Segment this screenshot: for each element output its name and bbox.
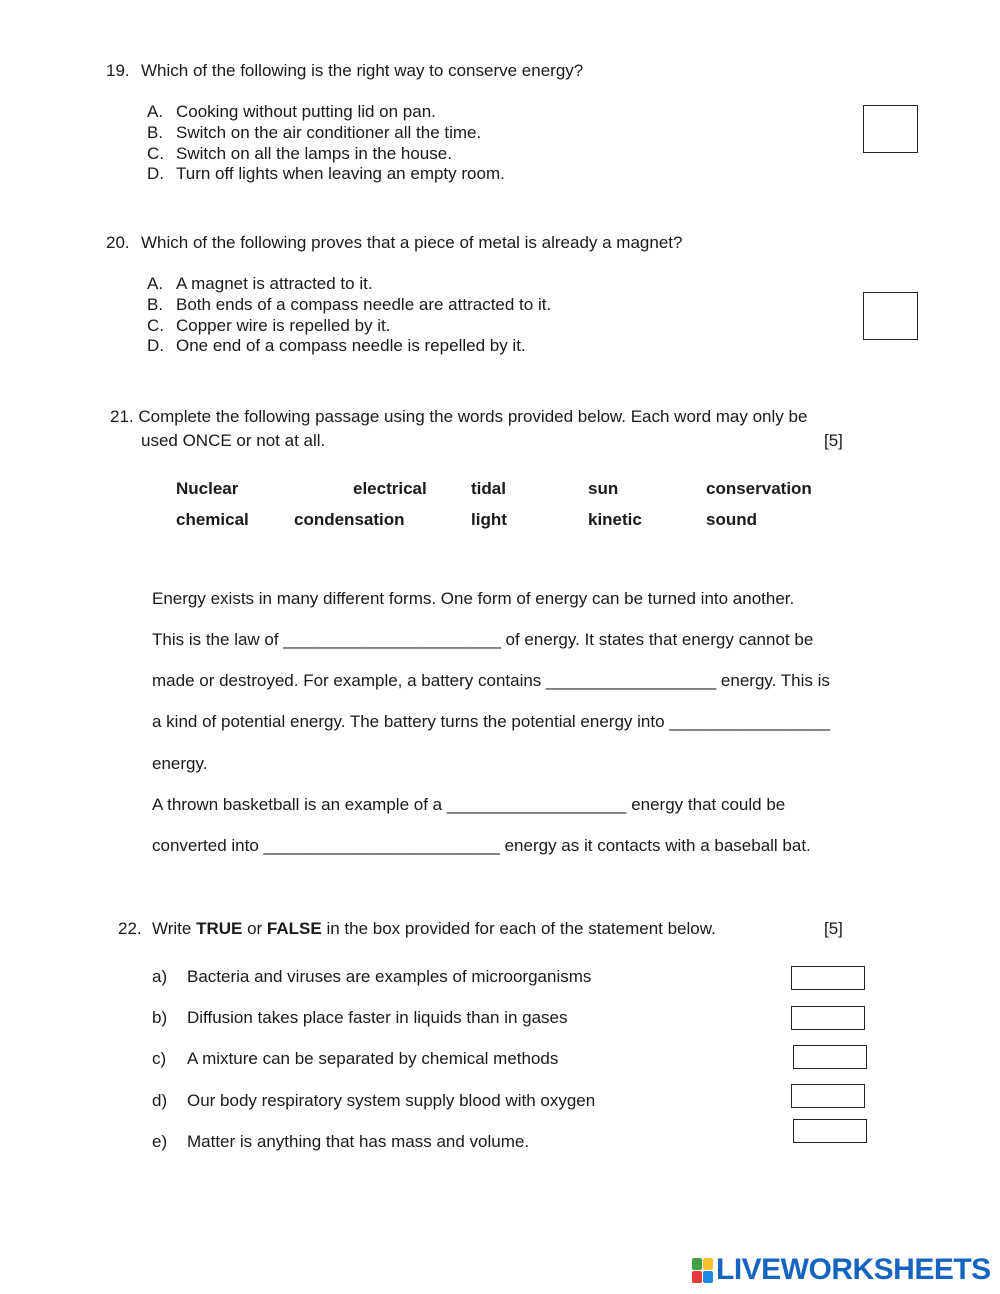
liveworksheets-logo <box>692 1253 991 1287</box>
word-bank-item: conservation <box>706 479 812 498</box>
q19-option-d-letter: D. <box>147 164 164 183</box>
statement-text: Our body respiratory system supply blood with oxygen <box>187 1091 596 1110</box>
q19-option-a-letter: A. <box>147 102 164 121</box>
q19-option-b-text: Switch on the air conditioner all the time. <box>176 123 482 142</box>
q21-question-line2: used ONCE or not at all. <box>141 431 326 450</box>
q21-marks: [5] <box>824 431 843 450</box>
statement-letter: d) <box>152 1091 168 1110</box>
passage-line: A thrown basketball is an example of a ___________________ energy that could be <box>152 795 786 814</box>
q20-answer-box[interactable] <box>863 292 918 340</box>
q19-question: Which of the following is the right way to conserve energy? <box>141 61 584 80</box>
q20-option-b-text: Both ends of a compass needle are attracted to it. <box>176 295 552 314</box>
true-false-box-e[interactable] <box>793 1119 867 1143</box>
statement-letter: b) <box>152 1008 168 1027</box>
q20-option-c-letter: C. <box>147 316 164 335</box>
blank-basketball-energy-input[interactable] <box>466 791 660 815</box>
q20-number: 20. <box>106 233 130 252</box>
true-false-box-d[interactable] <box>791 1084 865 1108</box>
q19-option-c-letter: C. <box>147 144 164 163</box>
q22-marks: [5] <box>824 919 843 938</box>
q20-option-c-text: Copper wire is repelled by it. <box>176 316 391 335</box>
word-bank-item: Nuclear <box>176 479 239 498</box>
true-false-box-b[interactable] <box>791 1006 865 1030</box>
blank-bat-energy-input[interactable] <box>271 832 525 856</box>
q20-question: Which of the following proves that a piece of metal is already a magnet? <box>141 233 683 252</box>
liveworksheets-logo-text: LIVEWORKSHEETS <box>716 1253 991 1286</box>
liveworksheets-logo-icon <box>692 1257 714 1283</box>
word-bank-item: sound <box>706 510 757 529</box>
passage-line: a kind of potential energy. The battery turns the potential energy into _________________ <box>152 712 830 731</box>
q22-number: 22. <box>118 919 142 938</box>
passage-line: made or destroyed. For example, a battery contains __________________ energy. This is <box>152 671 830 690</box>
q19-option-a-text: Cooking without putting lid on pan. <box>176 102 436 121</box>
statement-letter: a) <box>152 967 168 986</box>
word-bank-item: condensation <box>294 510 405 529</box>
q22-question: Write TRUE or FALSE in the box provided for each of the statement below. <box>152 919 716 938</box>
passage-line: Energy exists in many different forms. One form of energy can be turned into another. <box>152 589 795 608</box>
passage-line: converted into _________________________ energy as it contacts with a baseball bat. <box>152 836 811 855</box>
q20-option-d-text: One end of a compass needle is repelled by it. <box>176 336 526 355</box>
q19-number: 19. <box>106 61 130 80</box>
word-bank-item: electrical <box>353 479 427 498</box>
word-bank-item: light <box>471 510 507 529</box>
statement-text: A mixture can be separated by chemical methods <box>187 1049 559 1068</box>
q19-answer-box[interactable] <box>863 105 918 153</box>
word-bank-item: kinetic <box>588 510 642 529</box>
q19-option-c-text: Switch on all the lamps in the house. <box>176 144 452 163</box>
true-false-box-a[interactable] <box>791 966 865 990</box>
q20-option-a-text: A magnet is attracted to it. <box>176 274 373 293</box>
q19-option-d-text: Turn off lights when leaving an empty room. <box>176 164 505 183</box>
blank-converted-energy-input[interactable] <box>701 708 875 732</box>
statement-text: Diffusion takes place faster in liquids than in gases <box>187 1008 568 1027</box>
blank-conservation-input[interactable] <box>292 626 524 650</box>
statement-letter: e) <box>152 1132 168 1151</box>
word-bank-item: tidal <box>471 479 506 498</box>
statement-text: Matter is anything that has mass and volume. <box>187 1132 530 1151</box>
q19-option-b-letter: B. <box>147 123 164 142</box>
word-bank-item: sun <box>588 479 619 498</box>
statement-letter: c) <box>152 1049 167 1068</box>
q21-question-line1: 21. Complete the following passage using the words provided below. Each word may only be <box>110 407 808 426</box>
blank-battery-energy-input[interactable] <box>569 667 753 691</box>
passage-line: energy. <box>152 754 208 773</box>
true-false-box-c[interactable] <box>793 1045 867 1069</box>
word-bank-item: chemical <box>176 510 249 529</box>
q20-option-a-letter: A. <box>147 274 164 293</box>
passage-line: This is the law of _______________________ of energy. It states that energy cannot be <box>152 630 814 649</box>
q20-option-b-letter: B. <box>147 295 164 314</box>
statement-text: Bacteria and viruses are examples of microorganisms <box>187 967 592 986</box>
q20-option-d-letter: D. <box>147 336 164 355</box>
